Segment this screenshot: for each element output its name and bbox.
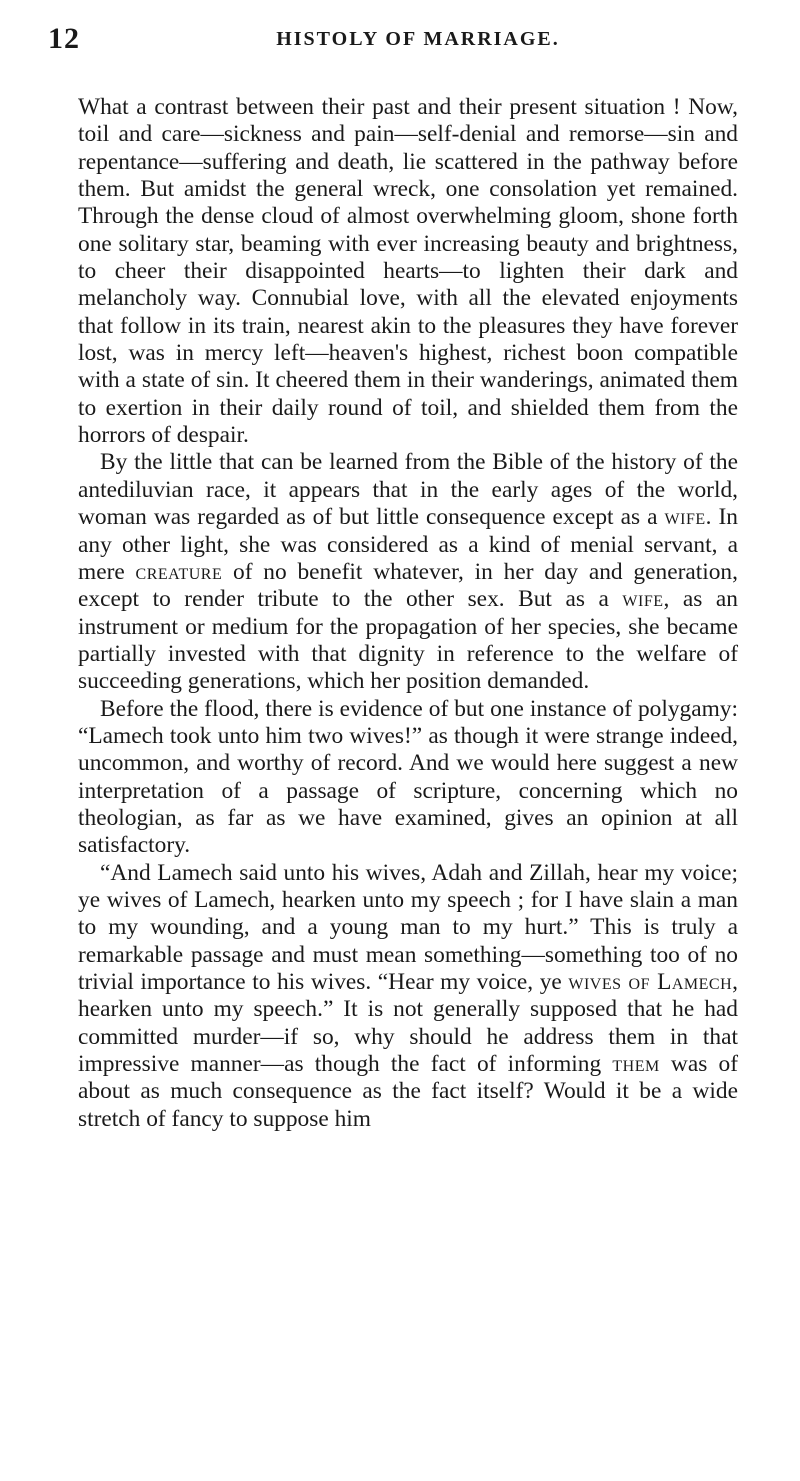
paragraph-2-text: , as an instrument or medium for the propagation of her species, she became partially invested with that dignity in reference to the welfare of succeeding generations, which her position demanded.: [78, 586, 738, 695]
emphasis-wife: wife: [664, 504, 706, 531]
paragraph-4-text: was of about as much consequence as the fact itself? Would it be a wide stretch of fancy to suppose him: [78, 1051, 738, 1132]
paragraph-4: [78, 860, 738, 1133]
paragraph-4-text: , hearken unto my speech.” It is not generally supposed that he had committed murder—if so, why should he address them in that impressive manner—as though the fact of informing: [78, 969, 739, 1078]
paragraph-4-text: “And Lamech said unto his wives, Adah and Zillah, hear my voice; ye wives of Lamech, hearken unto my speech ; for I have slain a man to my wounding, and a young man to my hurt.” This is truly a remarkable passage and must mean something—something too of no trivial importance to his wives. “Hear my voice, ye: [78, 859, 738, 995]
paragraph-2: [78, 449, 738, 695]
page-header: [48, 22, 768, 62]
running-head: HISTOLY OF MARRIAGE.: [276, 28, 560, 50]
paragraph-3: Before the flood, there is evidence of but one instance of polygamy: “Lamech took unto him two wives!” as though it were strange indeed, uncommon, and worthy of record. And we would here suggest a new interpretation of a passage of scripture, concerning which no theologian, as far as we have examined, gives an opinion at all satisfactory.: [78, 695, 738, 859]
paragraph-2-text: . In any other light, she was considered as a kind of menial servant, a mere: [78, 504, 738, 585]
emphasis-creature: creature: [135, 558, 223, 585]
paragraph-2-text: By the little that can be learned from the Bible of the history of the antediluvian race, it appears that in the early ages of the world, woman was regarded as of but little consequence except as a: [78, 449, 738, 531]
paragraph-1: What a contrast between their past and their present situation ! Now, toil and care—sickness and pain—self-denial and remorse—sin and repentance—suffering and death, lie scattered in the pathway before them. But amidst the general wreck, one consolation yet remained. Through the dense cloud of almost overwhelming gloom, shone forth one solitary star, beaming with ever increasing beauty and brightness, to cheer their disappointed hearts—to lighten their dark and melancholy way. Connubial love, with all the elevated enjoyments that follow in its train, nearest akin to the pleasures they have forever lost, was in mercy left—heaven's highest, richest boon compatible with a state of sin. It cheered them in their wanderings, animated them to exertion in their daily round of toil, and shielded them from the horrors of despair.: [78, 94, 738, 449]
emphasis-them: them: [612, 1051, 660, 1078]
emphasis-wife: wife: [622, 586, 664, 613]
emphasis-wives-of-lamech: wives of Lamech: [568, 969, 733, 995]
body-text: [78, 94, 738, 1133]
page-number: 12: [48, 22, 80, 55]
paragraph-2-text: of no benefit whatever, in her day and generation, except to render tribute to the other sex. But as a: [78, 558, 738, 613]
